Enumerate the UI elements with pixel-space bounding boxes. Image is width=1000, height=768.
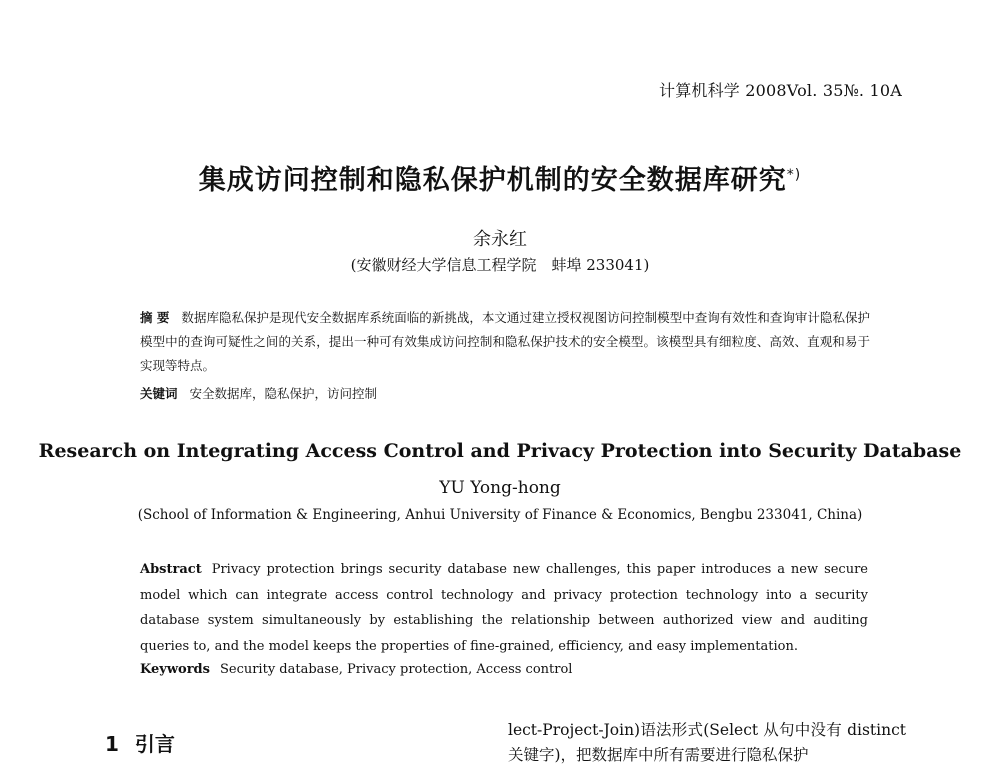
keywords-chinese-text: 安全数据库，隐私保护，访问控制 <box>189 386 378 401</box>
author-chinese: 余永红 <box>473 229 527 250</box>
section-number: 1 <box>105 732 119 756</box>
title-chinese-text: 集成访问控制和隐私保护机制的安全数据库研究 <box>198 165 787 196</box>
body-text-right-column: lect-Project-Join)语法形式(Select 从句中没有 distinct 关键字)，把数据库中所有需要进行隐私保护 <box>508 721 906 764</box>
section-title: 引言 <box>134 732 175 756</box>
section-heading <box>105 728 175 757</box>
title-english: Research on Integrating Access Control and Privacy Protection into Security Database <box>38 440 962 462</box>
affiliation-chinese: (安徽财经大学信息工程学院 蚌埠 233041) <box>350 256 650 274</box>
keywords-chinese <box>140 384 870 402</box>
title-chinese <box>0 158 1000 197</box>
keywords-chinese-label: 关键词 <box>140 386 178 401</box>
author-english: YU Yong-hong <box>439 478 561 498</box>
abstract-english <box>140 557 868 659</box>
abstract-chinese <box>140 306 870 378</box>
abstract-chinese-text: 数据库隐私保护是现代安全数据库系统面临的新挑战，本文通过建立授权视图访问控制模型中查询有效性和查询审计隐私保护模型中的查询可疑性之间的关系，提出一种可有效集成访问控制和隐私保护技术的安全模型。该模型具有细粒度、高效、直观和易于实现等特点。 <box>140 310 870 373</box>
keywords-english-text: Security database, Privacy protection, Access control <box>219 662 573 677</box>
abstract-chinese-label: 摘 要 <box>140 310 170 325</box>
title-footnote-mark: *) <box>786 167 802 183</box>
affiliation-english: (School of Information & Engineering, Anhui University of Finance & Economics, Bengbu 233041, China) <box>137 507 863 523</box>
keywords-english-label: Keywords <box>140 662 210 677</box>
abstract-english-label: Abstract <box>140 562 202 577</box>
keywords-english <box>140 662 868 677</box>
journal-header: 计算机科学 2008Vol. 35№. 10A <box>659 81 902 100</box>
abstract-english-text: Privacy protection brings security database new challenges, this paper introduces a new secure model which can integrate access control technology and privacy protection technology into a security database system simultaneously by establishing the relationship between authorized view and auditing queries to, and the model keeps the properties of fine-grained, efficiency, and easy implementation. <box>140 562 868 654</box>
